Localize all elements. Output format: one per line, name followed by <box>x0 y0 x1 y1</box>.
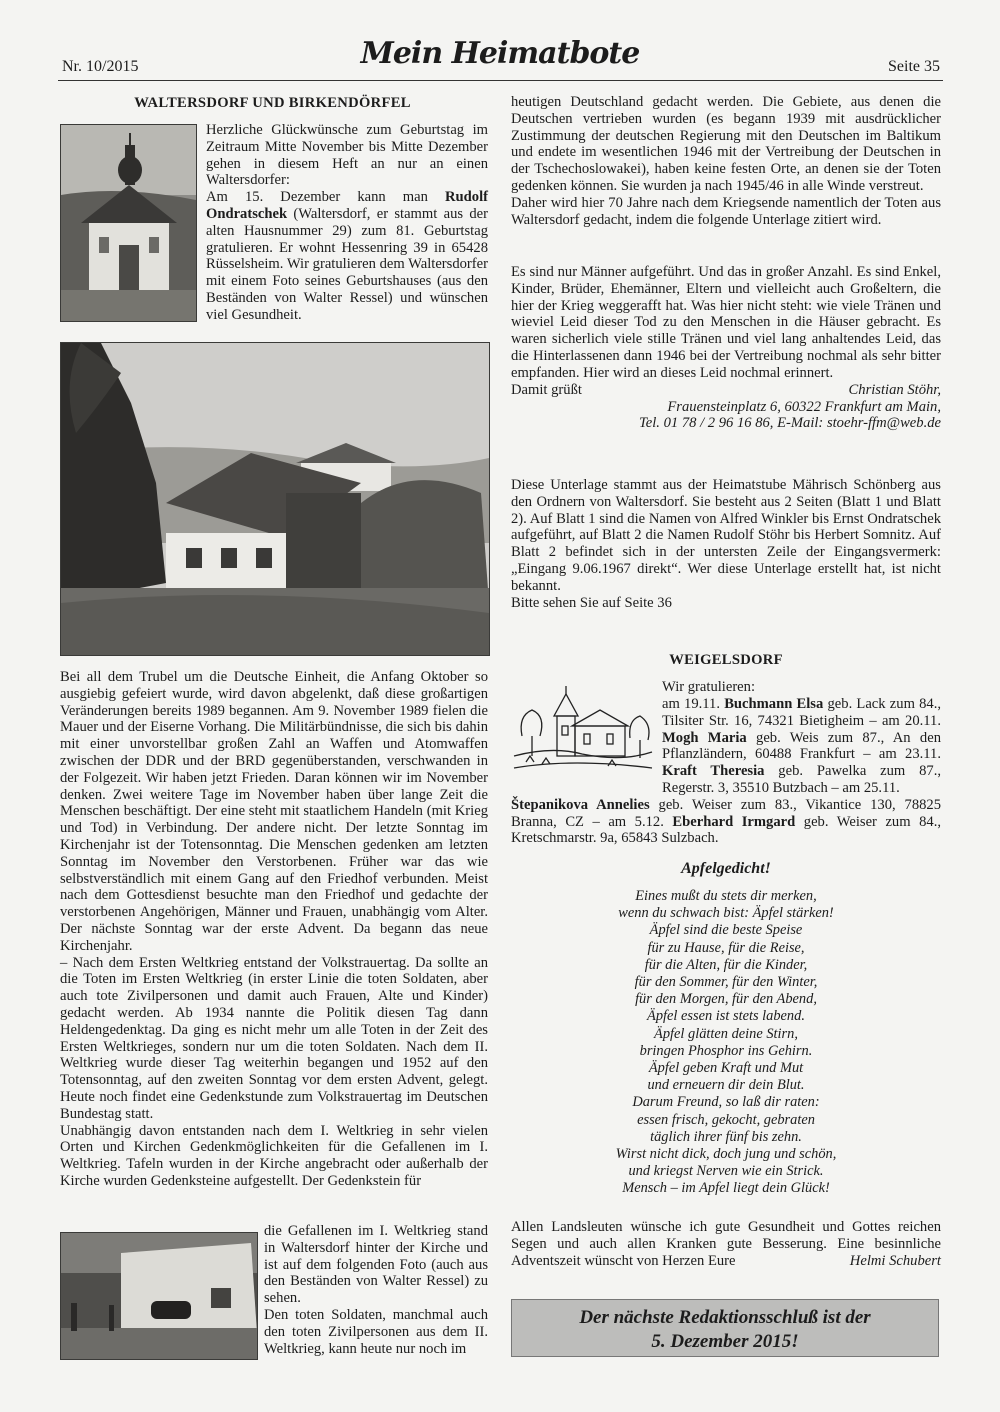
poem-line: für zu Hause, für die Reise, <box>647 939 805 956</box>
right-article <box>511 94 941 228</box>
poem-line: für den Sommer, für den Winter, <box>634 974 818 991</box>
waltersdorf-birthday-block <box>206 122 488 324</box>
poem-line: Wirst nicht dick, doch jung und schön, <box>615 1146 837 1163</box>
author-name: Christian Stöhr, <box>848 381 941 398</box>
header-rule <box>58 80 943 81</box>
poem-line: und erneuern dir dein Blut. <box>647 1077 805 1094</box>
birthday-name: Rudolf Ondratschek <box>206 189 488 222</box>
memorial-photo <box>60 1232 258 1360</box>
closing-block <box>511 1219 941 1269</box>
section-title-waltersdorf: WALTERSDORF UND BIRKENDÖRFEL <box>134 95 411 111</box>
poem-title: Apfelgedicht! <box>681 860 771 877</box>
right-paragraph-1: heutigen Deutschland gedacht werden. Die Gebiete, aus denen die Deutschen vertrieben wurden (es begann 1939 mit ausdrücklicher Zustimmung der deutschen Regierung mit den Deutschen im Baltikum und endete im wesentlichen 1946 mit der Vertreibung der Deutschen in der Tschechoslowakei), haben keine festen Orte, an denen sie der Toten gedenken können. Sie wurden ja nach 1945/46 in alle Winde verstreut. <box>511 94 941 194</box>
closing-text: Allen Landsleuten wünsche ich gute Gesundheit und Gottes reichen Segen und auch allen Kranken gute Besserung. Eine besinnliche Adventszeit wünscht von Herzen Eure <box>511 1219 941 1269</box>
issue-number: Nr. 10/2015 <box>62 58 139 75</box>
closing-author: Helmi Schubert <box>849 1252 941 1269</box>
chapel-photo <box>60 124 197 322</box>
author-contact: Tel. 01 78 / 2 96 16 86, E-Mail: stoehr-ffm@web.de <box>638 415 941 432</box>
poem-line: Äpfel glätten deine Stirn, <box>654 1025 798 1042</box>
author-address: Frauensteinplatz 6, 60322 Frankfurt am Main, <box>667 398 941 415</box>
waltersdorf-intro: Herzliche Glückwünsche zum Geburtstag im Zeitraum Mitte November bis Mitte Dezember gehen in diesem Heft an nur an einen Waltersdorfer: <box>206 122 488 189</box>
left-paragraph-4: die Gefallenen im I. Weltkrieg stand in Waltersdorf hinter der Kirche und ist auf dem folgenden Foto (auch aus den Beständen von Walter Ressel) zu sehen. <box>264 1223 488 1307</box>
greeting: Damit grüßt <box>511 381 582 398</box>
poem-line: Äpfel sind die beste Speise <box>649 922 803 939</box>
poem-line: bringen Phosphor ins Gehirn. <box>639 1042 813 1059</box>
right-article-2 <box>511 264 941 432</box>
deadline-box <box>511 1299 939 1357</box>
deadline-line-1: Der nächste Redaktionsschluß ist der <box>579 1307 871 1328</box>
poem-line: wenn du schwach bist: Äpfel stärken! <box>618 905 834 922</box>
weigelsdorf-intro: Wir gratulieren: <box>662 679 756 695</box>
left-article <box>60 669 488 1190</box>
poem <box>511 888 941 1198</box>
masthead-logo: Mein Heimatbote <box>360 36 640 71</box>
left-paragraph-2: – Nach dem Ersten Weltkrieg entstand der Volkstrauertag. Da sollte an die Toten im Ersten Weltkrieg (in erster Linie die toten Soldaten, aber auch tote Zivilpersonen und damit auch Frauen, Alte und Kinder) gedacht werden. Ab 1934 nannte die Politik diesen Tag dann Heldengedenktag. Da ging es nicht mehr um alle Toten in der Zeit des Ersten Weltkrieges, sondern nur um die toten Soldaten. Nach dem II. Weltkrieg wurde dieser Tag weiterhin begangen und 1952 auf den Totensonntag, auf den zweiten Sonntag vor dem ersten Advent, gelegt. Heute noch findet eine Gedenkstunde zum Volkstrauertag im Deutschen Bundestag statt. <box>60 954 488 1122</box>
weigelsdorf-intro-block <box>662 679 941 696</box>
poem-line: Eines mußt du stets dir merken, <box>635 888 817 904</box>
birthday-name: Eberhard Irmgard <box>672 813 796 830</box>
poem-line: Äpfel essen ist stets labend. <box>647 1008 805 1025</box>
right-paragraph-2: Daher wird hier 70 Jahre nach dem Kriegsende namentlich der Toten aus Waltersdorf gedacht, indem die folgende Unterlage zitiert wird. <box>511 194 941 228</box>
poem-line: für die Alten, für die Kinder, <box>644 956 808 973</box>
section-title-weigelsdorf: WEIGELSDORF <box>669 652 783 668</box>
poem-line: essen frisch, gekocht, gebraten <box>637 1111 815 1128</box>
birthday-name: Štepanikova Annelies <box>511 796 650 813</box>
right-paragraph-5: Bitte sehen Sie auf Seite 36 <box>511 594 672 611</box>
poem-line: Darum Freund, so laß dir raten: <box>632 1094 820 1111</box>
left-paragraph-5: Den toten Soldaten, manchmal auch den toten Zivilpersonen aus dem II. Weltkrieg, kann heute nur noch im <box>264 1306 488 1357</box>
page-number: Seite 35 <box>888 58 940 75</box>
right-paragraph-3: Es sind nur Männer aufgeführt. Und das in großer Anzahl. Es sind Enkel, Kinder, Brüder, Ehemänner, Eltern und vielleicht auch Großeltern, die hier der Krieg weggerafft hat. Was hier nicht steht: wie viele Tränen und wieviel Leid dieser Tod zu den Menschen in die Häuser gebracht. Es waren sicherlich viele stille Tränen und viel lang anhaltendes Leid, das die Hinterlassenen dann 1946 bei der Vertreibung nochmal als sehr bitter empfanden. Hier wird an dieses Leid nochmal erinnert. <box>511 264 941 381</box>
poem-line: Mensch – im Apfel liegt dein Glück! <box>622 1180 830 1197</box>
birthday-name: Kraft Theresia <box>662 763 765 780</box>
left-paragraph-3: Unabhängig davon entstanden nach dem I. Weltkrieg in sehr vielen Orten und Kirchen Gedenkmöglichkeiten für die Gefallenen im I. Weltkrieg. Tafeln wurden in der Kirche angebracht oder außerhalb der Kirche wurden Gedenksteine aufgestellt. Der Gedenkstein für <box>60 1122 488 1189</box>
birth-house-photo <box>60 342 490 656</box>
poem-line: und kriegst Nerven wie ein Strick. <box>628 1163 824 1180</box>
poem-line: Äpfel geben Kraft und Mut <box>648 1060 804 1077</box>
left-paragraph-1: Bei all dem Trubel um die Deutsche Einheit, die Anfang Oktober so ausgiebig gefeiert wurde, wird davon abgelenkt, daß diese großartigen Veränderungen bereits 1989 begannen. Am 9. November 1989 fielen die Mauer und der Eiserne Vorhang. Die Militärbündnisse, die sich bis dahin mit einer unvorstellbar großen Zahl an Waffen und Atomwaffen zwischen der DDR und der BRD gegenüberstanden, verschwanden in der Folgezeit. Wir haben jetzt Frieden. Daran können wir im November denken. Zwei weitere Tage im November haben über lange Zeit die Menschen beschäftigt. Der eine steht mit staatlichem Handeln (mit Krieg und Tod) in Verbindung. Der andere nicht. Der letzte Sonntag im Kirchenjahr ist der Totensonntag. Die Menschen gedenken am letzten Sonntag im November den Verstorbenen. Früher war das wie selbstverständlich mit einem Gang auf den Friedhof verbunden. Meist nach dem Gottesdienst besuchte man den Friedhof und gedachte der verstorbenen Angehörigen, Männer und Frauen, unabhängig vom Alter. Der nächste Sonntag war der erste Advent. Da begann das neue Kirchenjahr. <box>60 669 488 954</box>
poem-line: täglich ihrer fünf bis zehn. <box>650 1128 802 1145</box>
birthday-name: Mogh Maria <box>662 729 747 746</box>
left-article-continued <box>264 1223 488 1357</box>
right-article-3 <box>511 477 941 611</box>
waltersdorf-birthday: Am 15. Dezember kann man Rudolf Ondratschek (Waltersdorf, er stammt aus der alten Hausnummer 29) zum 81. Geburtstag gratulieren. Er wohnt Hessenring 39 in 65428 Rüsselsheim. Wir gratulieren dem Waltersdorfer mit einem Foto seines Geburtshauses (aus den Beständen von Walter Ressel) und wünschen viel Gesundheit. <box>206 189 488 323</box>
deadline-line-2: 5. Dezember 2015! <box>651 1331 799 1352</box>
right-paragraph-4: Diese Unterlage stammt aus der Heimatstube Mährisch Schönberg aus den Ordnern von Waltersdorf. Sie besteht aus 2 Seiten (Blatt 1 und Blatt 2). Auf Blatt 1 sind die Namen von Alfred Winkler bis Ernst Ondratschek aufgeführt, auf Blatt 2 die Namen Rudolf Stöhr bis Herbert Somnitz. Auf Blatt 2 befindet sich in der untersten Zeile der Eingangsvermerk: „Eingang 9.06.1967 direkt“. Wer diese Unterlage erstellt hat, ist nicht bekannt. <box>511 477 941 594</box>
weigelsdorf-birthdays: am 19.11. Buchmann Elsa geb. Lack zum 84., Tilsiter Str. 16, 74321 Bietigheim – am 20.11. Mogh Maria geb. Weis zum 87., An den Pflanzländern, 60488 Frankfurt – am 23.11. Kraft Theresia geb. Pawelka zum 87., Regerstr. 3, 35510 Butzbach – am 25.11. Štepanikova Annelies geb. Weiser zum 83., Vikantice 130, 78825 Branna, CZ – am 5.12. Eberhard Irmgard geb. Weiser zum 84., Kretschmarstr. 9a, 65843 Sulzbach. <box>511 696 942 847</box>
birthday-name: Buchmann Elsa <box>724 696 824 712</box>
poem-line: für den Morgen, für den Abend, <box>635 991 817 1008</box>
